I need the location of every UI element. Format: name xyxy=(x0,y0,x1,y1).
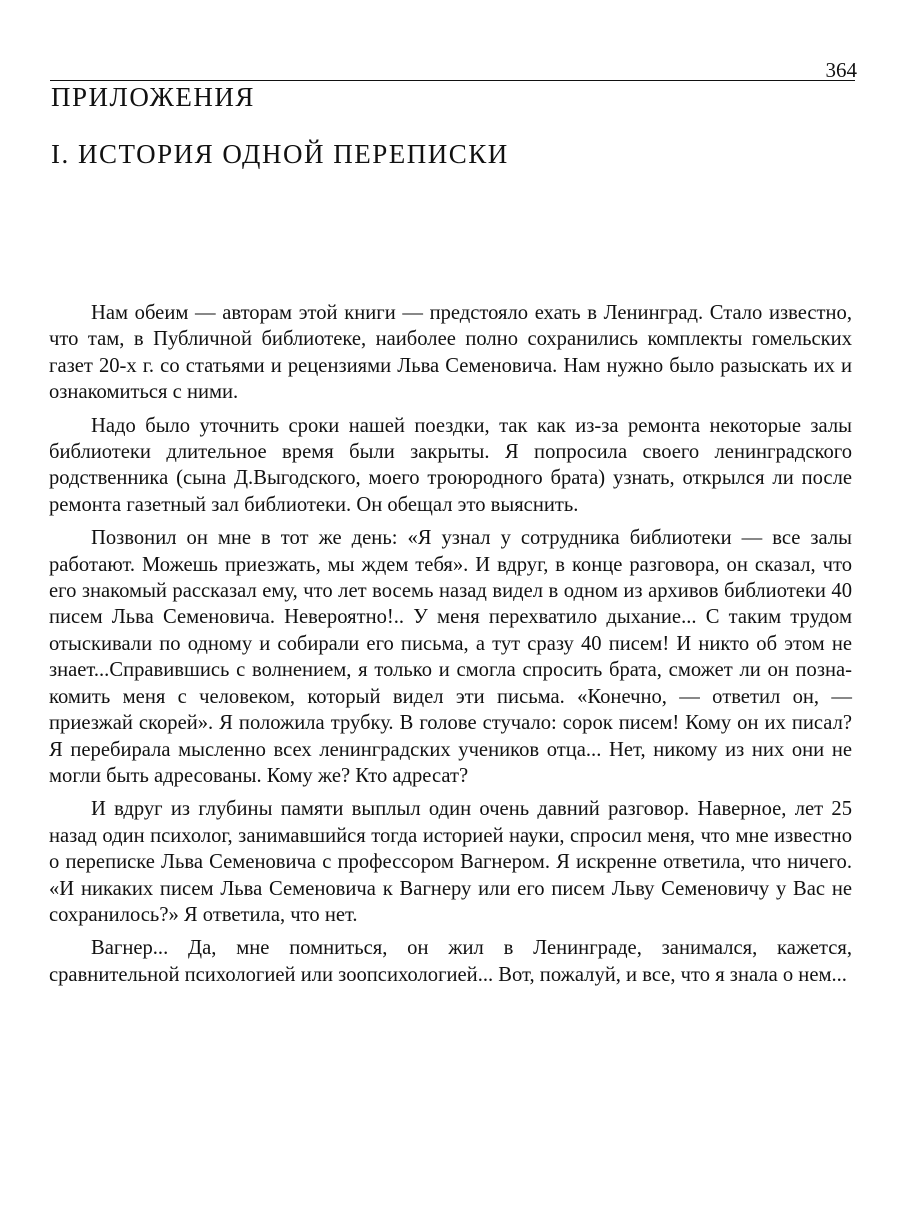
page-number: 364 xyxy=(825,58,857,82)
body-text xyxy=(49,300,852,995)
paragraph: Вагнер... Да, мне помниться, он жил в Ленинграде, занимался, кажется, сравнительной психологией или зоопсихологией... Вот, пожалуй, и все, что я знала о нем... xyxy=(49,937,852,986)
paragraph: Нам обеим — авторам этой книги — предстояло ехать в Ленинград. Стало известно, что там, в Публичной библиотеке, наиболее полно сохранились комплекты гомельских газет 20-х г. со статьями и рецензиями Льва Семеновича. Нам нужно было разыскать их и ознакомиться с ними. xyxy=(49,302,852,404)
paragraph: Позвонил он мне в тот же день: «Я узнал у сотрудника библиотеки — все залы работают. Можешь приезжать, мы ждем тебя». И вдруг, в конце разговора, он сказал, что его знакомый рассказал ему, что лет восемь назад видел в одном из архивов библиотеки 40 писем Льва Семеновича. Невероятно!.. У меня перехватило дыхание... С таким трудом отыскивали по одному и собирали его письма, а тут сразу 40 писем! И никто об этом не знает...Справившись с волнением, я только и смогла спросить брата, сможет ли он познакомить меня с человеком, который видел эти письма. «Конечно, — ответил он, — приезжай скорей». Я положила трубку. В голове стучало: сорок писем! Кому он их писал? Я перебирала мысленно всех ленинградских учеников отца... Нет, никому из них они не могли быть адресованы. Кому же? Кто адресат? xyxy=(49,527,852,787)
paragraph: Надо было уточнить сроки нашей поездки, так как из-за ремонта некоторые залы библиотеки длительное время были закрыты. Я попросила своего ленинградского родственника (сына Д.Выгодского, моего троюродного брата) узнать, открылся ли после ремонта газетный зал библиотеки. Он обещал это выяснить. xyxy=(49,414,852,516)
chapter-title: I. ИСТОРИЯ ОДНОЙ ПЕРЕПИСКИ xyxy=(51,139,509,169)
section-title: ПРИЛОЖЕНИЯ xyxy=(51,82,255,112)
paragraph: И вдруг из глубины памяти выплыл один очень давний разговор. Наверное, лет 25 назад один психолог, занимавшийся тогда историей науки, спросил меня, что мне известно о переписке Льва Семеновича с профессором Вагнером. Я искренне ответила, что ничего. «И никаких писем Льва Семеновича к Вагнеру или его писем Льву Семеновичу у Вас не сохранилось?» Я ответила, что нет. xyxy=(49,798,852,926)
